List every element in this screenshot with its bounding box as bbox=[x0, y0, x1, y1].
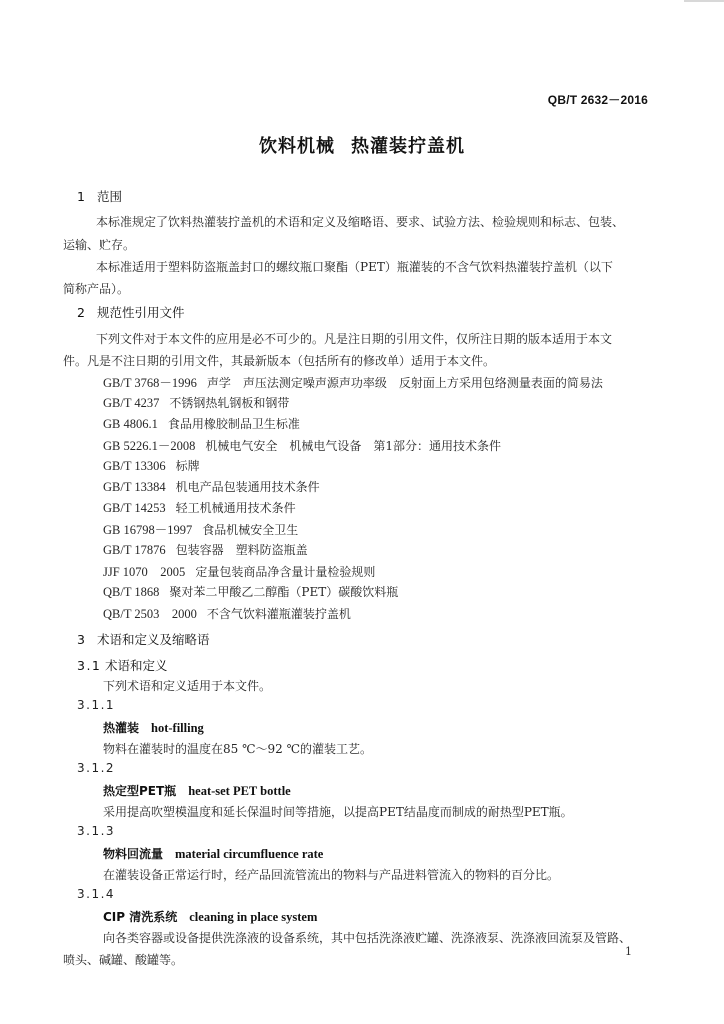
section-title: 范围 bbox=[97, 189, 123, 204]
reference-code: GB 4806.1 bbox=[103, 417, 158, 431]
reference-item bbox=[103, 457, 200, 474]
section-number: 1 bbox=[77, 189, 85, 204]
term-chinese: 热定型PET瓶 bbox=[103, 784, 177, 798]
reference-code: GB/T 13306 bbox=[103, 459, 166, 473]
section-title: 规范性引用文件 bbox=[97, 305, 185, 320]
reference-item bbox=[103, 478, 320, 495]
reference-code: GB/T 4237 bbox=[103, 396, 160, 410]
subsection-title: 术语和定义 bbox=[105, 658, 168, 673]
reference-code: GB/T 17876 bbox=[103, 543, 166, 557]
reference-item bbox=[103, 415, 300, 432]
reference-item bbox=[103, 562, 375, 580]
title-part-2: 热灌装拧盖机 bbox=[351, 136, 465, 157]
page-number: 1 bbox=[625, 945, 632, 958]
reference-code: QB/T 1868 bbox=[103, 585, 160, 599]
term-definition: 采用提高吹塑模温度和延长保温时间等措施，以提高PET结晶度而制成的耐热型PET瓶。 bbox=[103, 805, 573, 819]
paragraph-line: 运输、贮存。 bbox=[63, 238, 136, 252]
term-number: 3.1.1 bbox=[77, 698, 116, 712]
term-english: cleaning in place system bbox=[189, 910, 318, 924]
term-english: heat-set PET bottle bbox=[188, 784, 291, 798]
term-definition: 物料在灌装时的温度在85 ℃～92 ℃的灌装工艺。 bbox=[103, 742, 373, 756]
subsection-number: 3.1 bbox=[77, 658, 102, 673]
paragraph-line: 下列术语和定义适用于本文件。 bbox=[103, 679, 272, 693]
reference-title: 不含气饮料灌瓶灌装拧盖机 bbox=[206, 607, 351, 621]
reference-item bbox=[103, 436, 501, 454]
paragraph-line: 件。凡是不注日期的引用文件，其最新版本（包括所有的修改单）适用于本文件。 bbox=[63, 354, 496, 368]
term-number: 3.1.4 bbox=[77, 887, 116, 901]
reference-title: 聚对苯二甲酸乙二醇酯（PET）碳酸饮料瓶 bbox=[169, 585, 399, 599]
term-definition: 在灌装设备正常运行时，经产品回流管流出的物料与产品进料管流入的物料的百分比。 bbox=[103, 868, 560, 882]
title-part-1: 饮料机械 bbox=[259, 136, 335, 157]
reference-title: 包装容器 塑料防盗瓶盖 bbox=[175, 543, 308, 557]
reference-code: JJF 1070 2005 bbox=[103, 565, 186, 579]
reference-title: 不锈钢热轧钢板和钢带 bbox=[169, 396, 290, 410]
term-heading bbox=[103, 908, 317, 925]
paragraph-line: 简称产品）。 bbox=[63, 282, 130, 296]
term-heading bbox=[103, 845, 323, 862]
paragraph-line: 下列文件对于本文件的应用是必不可少的。凡是注日期的引用文件，仅所注日期的版本适用于本文 bbox=[96, 332, 613, 346]
term-english: hot-filling bbox=[151, 721, 204, 735]
section-1-heading bbox=[77, 187, 122, 205]
reference-code: QB/T 2503 2000 bbox=[103, 607, 197, 621]
reference-title: 定量包装商品净含量计量检验规则 bbox=[195, 565, 376, 579]
section-number: 3 bbox=[77, 632, 85, 647]
reference-code: GB/T 14253 bbox=[103, 501, 166, 515]
term-heading bbox=[103, 719, 204, 736]
section-title: 术语和定义及缩略语 bbox=[97, 632, 210, 647]
term-chinese: 物料回流量 bbox=[103, 847, 164, 861]
reference-title: 轻工机械通用技术条件 bbox=[175, 501, 296, 515]
reference-code: GB 16798－1997 bbox=[103, 523, 193, 537]
term-number: 3.1.3 bbox=[77, 824, 116, 838]
reference-title: 机械电气安全 机械电气设备 第1部分：通用技术条件 bbox=[205, 439, 502, 453]
term-definition: 向各类容器或设备提供洗涤液的设备系统，其中包括洗涤液贮罐、洗涤液泵、洗涤液回流泵及管路、 bbox=[103, 931, 632, 945]
reference-item bbox=[103, 520, 298, 538]
reference-item bbox=[103, 373, 603, 391]
section-number: 2 bbox=[77, 305, 85, 320]
term-number: 3.1.2 bbox=[77, 761, 116, 775]
reference-title: 标牌 bbox=[175, 459, 200, 473]
reference-title: 食品机械安全卫生 bbox=[202, 523, 299, 537]
term-heading bbox=[103, 782, 291, 799]
reference-item bbox=[103, 499, 296, 516]
reference-title: 声学 声压法测定噪声源声功率级 反射面上方采用包络测量表面的简易法 bbox=[206, 376, 603, 390]
reference-item bbox=[103, 583, 398, 600]
term-chinese: 热灌装 bbox=[103, 721, 140, 735]
reference-title: 机电产品包装通用技术条件 bbox=[175, 480, 320, 494]
standard-code: QB/T 2632－2016 bbox=[547, 93, 648, 107]
section-3-heading bbox=[77, 630, 210, 648]
term-english: material circumfluence rate bbox=[175, 847, 324, 861]
term-definition: 喷头、碱罐、酸罐等。 bbox=[63, 953, 184, 967]
document-title bbox=[0, 132, 724, 158]
paragraph-line: 本标准适用于塑料防盗瓶盖封口的螺纹瓶口聚酯（PET）瓶灌装的不含气饮料热灌装拧盖机（以下 bbox=[96, 260, 613, 274]
reference-code: GB/T 3768－1996 bbox=[103, 376, 197, 390]
section-2-heading bbox=[77, 303, 185, 321]
scan-edge-mark bbox=[684, 0, 724, 2]
reference-item bbox=[103, 394, 289, 411]
reference-item bbox=[103, 541, 308, 558]
subsection-3-1-heading bbox=[77, 656, 168, 674]
reference-code: GB/T 13384 bbox=[103, 480, 166, 494]
paragraph-line: 本标准规定了饮料热灌装拧盖机的术语和定义及缩略语、要求、试验方法、检验规则和标志、包装、 bbox=[96, 215, 625, 229]
reference-item bbox=[103, 604, 351, 622]
reference-code: GB 5226.1－2008 bbox=[103, 439, 196, 453]
reference-title: 食品用橡胶制品卫生标准 bbox=[167, 417, 300, 431]
term-chinese: CIP 清洗系统 bbox=[103, 910, 178, 924]
